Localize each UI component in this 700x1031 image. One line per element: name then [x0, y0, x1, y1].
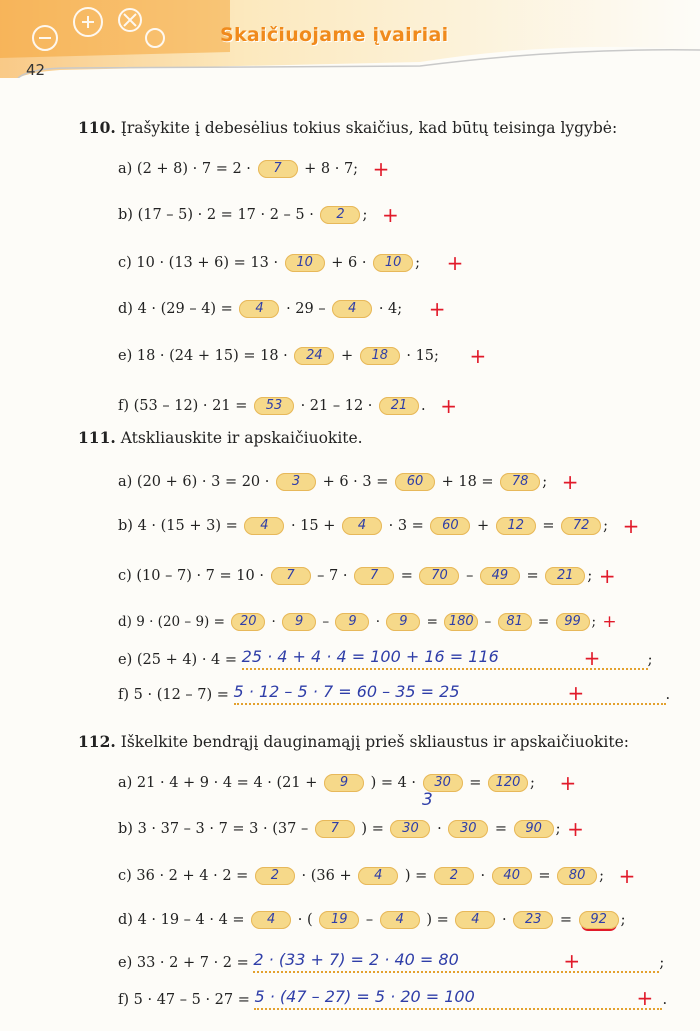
answer-cloud[interactable]: 18	[360, 347, 400, 365]
correct-mark: +	[602, 612, 617, 632]
answer-cloud[interactable]: 90	[514, 820, 554, 838]
answer-cloud[interactable]: 20	[231, 613, 265, 631]
answer-cloud[interactable]: 7	[271, 567, 311, 585]
correct-mark: +	[428, 297, 446, 321]
answer-cloud[interactable]: 40	[492, 867, 532, 885]
answer-cloud[interactable]: 53	[254, 397, 294, 415]
correct-mark: +	[583, 646, 601, 670]
answer-cloud[interactable]: 70	[419, 567, 459, 585]
answer-cloud[interactable]: 30	[448, 820, 488, 838]
answer-cloud[interactable]: 99	[556, 613, 590, 631]
answer-cloud[interactable]: 49	[480, 567, 520, 585]
ex110-b: b) (17 – 5) · 2 = 17 · 2 – 5 · 2 ; +	[118, 203, 399, 227]
ex111-a: a) (20 + 6) · 3 = 20 · 3 + 6 · 3 = 60 + 18 = 78 ; +	[118, 470, 579, 494]
answer-line[interactable]: 5 · 12 – 5 · 7 = 60 – 35 = 25 +	[234, 685, 666, 705]
answer-cloud[interactable]: 4	[342, 517, 382, 535]
correct-mark: +	[622, 514, 640, 538]
answer-cloud[interactable]: 10	[373, 254, 413, 272]
answer-line[interactable]: 25 · 4 + 4 · 4 = 100 + 16 = 116 +	[242, 650, 648, 670]
page-header-title: Skaičiuojame įvairiai	[220, 24, 449, 46]
answer-line[interactable]: 5 · (47 – 27) = 5 · 20 = 100 +	[254, 990, 662, 1010]
correct-mark: +	[440, 394, 457, 418]
answer-cloud[interactable]: 4	[332, 300, 372, 318]
answer-cloud[interactable]: 9	[324, 774, 364, 792]
correct-mark: +	[446, 251, 464, 275]
ex110-c: c) 10 · (13 + 6) = 13 · 10 + 6 · 10 ; +	[118, 251, 464, 275]
correct-mark: +	[469, 344, 487, 368]
answer-cloud[interactable]: 180	[444, 613, 478, 631]
answer-cloud[interactable]: 24	[294, 347, 334, 365]
answer-cloud[interactable]: 9	[335, 613, 369, 631]
ex110-a: a) (2 + 8) · 7 = 2 · 7 + 8 · 7; +	[118, 157, 390, 181]
answer-cloud[interactable]: 60	[430, 517, 470, 535]
answer-cloud[interactable]: 4	[244, 517, 284, 535]
answer-cloud[interactable]: 4	[251, 911, 291, 929]
ex111-c: c) (10 – 7) · 7 = 10 · 7 – 7 · 7 = 70 – 49 = 21 ; +	[118, 564, 616, 588]
answer-cloud[interactable]: 3	[276, 473, 316, 491]
correct-mark: +	[567, 817, 584, 841]
answer-cloud[interactable]: 30	[423, 774, 463, 792]
ex112-e: e) 33 · 2 + 7 · 2 = 2 · (33 + 7) = 2 · 40 = 80 + ;	[118, 949, 665, 973]
answer-cloud[interactable]: 7	[315, 820, 355, 838]
answer-cloud[interactable]: 21	[545, 567, 585, 585]
exercise-111-title: 111. Atskliauskite ir apskaičiuokite.	[78, 428, 363, 447]
ex110-e: e) 18 · (24 + 15) = 18 · 24 + 18 · 15; +	[118, 344, 487, 368]
ex110-d: d) 4 · (29 – 4) = 4 · 29 – 4 · 4; +	[118, 297, 446, 321]
answer-cloud[interactable]: 7	[258, 160, 298, 178]
answer-cloud[interactable]: 19	[319, 911, 359, 929]
correct-mark: +	[636, 986, 654, 1010]
ex111-f: f) 5 · (12 – 7) = 5 · 12 – 5 · 7 = 60 – 35 = 25 + .	[118, 681, 671, 705]
answer-cloud[interactable]: 12	[496, 517, 536, 535]
answer-cloud[interactable]: 81	[498, 613, 532, 631]
ex112-b: b) 3 · 37 – 3 · 7 = 3 · (37 – 7 ) = 30 · 30 = 90 ; +	[118, 817, 584, 841]
correct-mark: +	[561, 470, 579, 494]
ex112-f: f) 5 · 47 – 5 · 27 = 5 · (47 – 27) = 5 · 20 = 100 + .	[118, 986, 668, 1010]
answer-cloud[interactable]: 4	[380, 911, 420, 929]
correct-mark: +	[372, 157, 390, 181]
answer-cloud[interactable]: 21	[379, 397, 419, 415]
exercise-112-title: 112. Iškelkite bendrąjį dauginamąjį prieš skliaustus ir apskaičiuokite:	[78, 732, 630, 751]
ex112-a: a) 21 · 4 + 9 · 4 = 4 · (21 + 9 ) = 4 · 30 = 120 ; +	[118, 771, 577, 795]
correct-mark: +	[381, 203, 399, 227]
page-number: 42	[26, 61, 46, 79]
answer-cloud[interactable]: 2	[320, 206, 360, 224]
answer-cloud[interactable]: 2	[434, 867, 474, 885]
answer-cloud[interactable]: 60	[395, 473, 435, 491]
ex112-c: c) 36 · 2 + 4 · 2 = 2 · (36 + 4 ) = 2 · 40 = 80 ; +	[118, 864, 636, 888]
answer-cloud[interactable]: 30	[390, 820, 430, 838]
exercise-110-title: 110. Įrašykite į debesėlius tokius skaičius, kad būtų teisinga lygybė:	[78, 118, 618, 137]
answer-cloud[interactable]: 23	[513, 911, 553, 929]
answer-cloud[interactable]: 10	[285, 254, 325, 272]
ex111-e: e) (25 + 4) · 4 = 25 · 4 + 4 · 4 = 100 + 16 = 116 + ;	[118, 646, 653, 670]
correct-mark: +	[559, 771, 577, 795]
answer-cloud[interactable]: 80	[557, 867, 597, 885]
answer-cloud[interactable]: 72	[561, 517, 601, 535]
answer-cloud[interactable]: 4	[239, 300, 279, 318]
answer-cloud[interactable]: 7	[354, 567, 394, 585]
handwritten-note: 3	[422, 790, 433, 810]
correct-mark: +	[563, 949, 581, 973]
answer-cloud[interactable]: 92	[579, 911, 619, 929]
answer-cloud[interactable]: 9	[282, 613, 316, 631]
ex110-f: f) (53 – 12) · 21 = 53 · 21 – 12 · 21 . +	[118, 394, 457, 418]
answer-line[interactable]: 2 · (33 + 7) = 2 · 40 = 80 +	[253, 953, 659, 973]
ex111-d: d) 9 · (20 – 9) = 20 · 9 – 9 · 9 = 180 – 81 = 99 ; +	[118, 612, 617, 632]
answer-cloud[interactable]: 78	[500, 473, 540, 491]
correct-mark: +	[567, 681, 585, 705]
ex111-b: b) 4 · (15 + 3) = 4 · 15 + 4 · 3 = 60 + 12 = 72 ; +	[118, 514, 640, 538]
answer-cloud[interactable]: 9	[386, 613, 420, 631]
answer-cloud[interactable]: 120	[488, 774, 528, 792]
ex112-d: d) 4 · 19 – 4 · 4 = 4 · ( 19 – 4 ) = 4 · 23 = 92 ;	[118, 912, 626, 928]
answer-cloud[interactable]: 4	[358, 867, 398, 885]
correct-mark: +	[598, 564, 616, 588]
answer-cloud[interactable]: 2	[255, 867, 295, 885]
answer-cloud[interactable]: 4	[455, 911, 495, 929]
correct-mark: +	[618, 864, 636, 888]
